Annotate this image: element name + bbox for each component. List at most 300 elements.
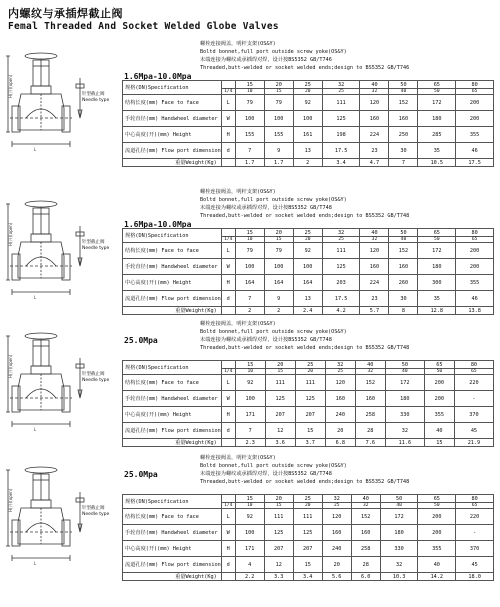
table-cell: 20 [322,557,351,573]
dim-h-label: H(开)(open) [8,74,13,98]
table-cell: 207 [264,541,293,557]
table-cell: 5.7 [360,307,389,315]
table-cell: 100 [235,391,265,407]
row-label-spec: 规格(DN)Specification [123,361,222,375]
row-label: 结构长度(mm) Face to face [123,509,222,525]
note-line: 螺栓连接阀盖，明杆支架(OS&Y) [200,41,276,47]
table-cell: 240 [325,407,355,423]
note-line: Threaded,butt-welded or socket welded ends;design to BS5352 GB/T748 [200,345,410,351]
table-cell: 7 [389,159,418,167]
table-cell: 3.7 [295,439,325,447]
table-cell: 180 [418,259,456,275]
table-cell: 161 [293,127,322,143]
dn-header [221,361,235,369]
row-symbol: L [221,375,235,391]
np-cell: 40 [389,89,418,95]
row-label: 流道孔径(mm) Flow port dimension [123,423,222,439]
np-cell: 25 [322,503,351,509]
page-title-cn: 内螺纹与承插焊截止阀 [8,7,123,20]
valve-drawing [6,48,116,178]
drawing-caption-en: Needle type [82,512,110,517]
row-label-spec: 规格(DN)Specification [123,81,222,95]
dn-cell: 50 [380,495,418,503]
table-cell: 355 [456,127,494,143]
dn-cell: 80 [454,361,493,369]
table-cell: 28 [351,557,380,573]
row-symbol: H [221,407,235,423]
table-cell: 10.3 [380,573,418,581]
valve-drawing [6,462,116,592]
dn-cell: 32 [322,495,351,503]
table-cell: 2.2 [235,573,264,581]
table-cell: 12 [264,557,293,573]
svg-text:L: L [34,147,37,152]
table-cell: 2.4 [293,307,322,315]
table-cell: 111 [264,509,293,525]
table-cell: 4.2 [322,307,360,315]
table-cell: 15 [424,439,454,447]
valve-drawing [6,196,116,326]
row-label: 结构长度(mm) Face to face [123,375,222,391]
table-cell: 11.6 [385,439,424,447]
page-title-en: Femal Threaded And Socket Welded Globe Valves [8,21,279,32]
dn-cell: 50 [389,81,418,89]
table-cell: 160 [351,525,380,541]
row-label: 中心高度(开)(mm) Height [123,407,222,423]
table-cell: - [456,525,494,541]
note-line: 螺栓连接阀盖，明杆支架(OS&Y) [200,189,276,195]
note-line: Threaded,butt-welded or socket welded ends;design to BS5352 GB/T748 [200,479,410,485]
row-symbol: L [221,95,235,111]
pressure-rating: 25.0Mpa [124,336,158,345]
table-cell: 180 [380,525,418,541]
dn-cell: 80 [456,229,494,237]
section-notes [200,188,409,220]
np-cell: 1/4 [221,503,235,509]
row-label: 中心高度(开)(mm) Height [123,127,222,143]
table-cell: 2 [235,307,264,315]
dn-cell: 15 [235,361,265,369]
table-cell: 92 [293,243,322,259]
table-cell: 200 [418,509,456,525]
note-line: 螺栓连接阀盖，明杆支架(OS&Y) [200,321,276,327]
table-cell: 152 [389,95,418,111]
np-cell: 50 [424,369,454,375]
note-line: 末端连接为螺纹或承插焊对焊，设计按BS5352 GB/T748 [200,205,332,211]
np-cell: 32 [351,503,380,509]
table-cell: 12.8 [418,307,456,315]
table-cell: 370 [456,541,494,557]
table-cell: 35 [418,143,456,159]
table-cell: 92 [293,95,322,111]
table-cell: 198 [322,127,360,143]
note-line: Boltd bonnet,full port outside screw yoke(OS&Y) [200,197,347,203]
table-cell: 164 [235,275,264,291]
table-cell: 355 [424,407,454,423]
np-cell: 32 [360,89,389,95]
drawing-caption-en: Needle type [82,246,110,251]
table-cell: 12 [265,423,295,439]
table-cell: 2 [293,159,322,167]
np-cell: 40 [389,237,418,243]
dn-cell: 25 [293,229,322,237]
table-cell: 10.5 [418,159,456,167]
np-cell: 1/4 [221,237,235,243]
table-cell: 30 [389,291,418,307]
table-cell: 9 [264,143,293,159]
dn-cell: 15 [235,495,264,503]
table-cell: 111 [295,375,325,391]
table-cell: 172 [380,509,418,525]
table-cell: 203 [322,275,360,291]
dn-cell: 65 [418,81,456,89]
table-cell: 100 [235,111,264,127]
table-cell: 40 [418,557,456,573]
table-cell: 92 [235,375,265,391]
np-cell: 10 [235,369,265,375]
table-cell: 285 [418,127,456,143]
row-label: 流道孔径(mm) Flow port dimension [123,291,222,307]
table-cell: 20 [325,423,355,439]
table-cell: 171 [235,541,264,557]
row-symbol: d [221,423,235,439]
note-line: Boltd bonnet,full port outside screw yoke(OS&Y) [200,463,347,469]
np-cell: 65 [456,89,494,95]
table-cell: 125 [264,525,293,541]
table-cell: 155 [235,127,264,143]
table-cell: 32 [380,557,418,573]
table-cell: 200 [424,375,454,391]
table-cell: 258 [355,407,385,423]
section-notes [200,454,409,486]
table-cell: 330 [385,407,424,423]
table-cell: 45 [454,423,493,439]
np-cell: 15 [264,237,293,243]
np-cell: 15 [265,369,295,375]
table-cell: 23 [360,291,389,307]
table-cell: 152 [389,243,418,259]
table-cell: 125 [295,391,325,407]
table-cell: 120 [360,243,389,259]
table-cell: 120 [325,375,355,391]
row-symbol: W [221,259,235,275]
drawing-caption-en: Needle type [82,98,110,103]
row-symbol: d [221,143,235,159]
table-cell: 6.8 [325,439,355,447]
table-cell: 207 [295,407,325,423]
table-cell: 200 [456,95,494,111]
table-cell: 220 [456,509,494,525]
dn-cell: 40 [360,81,389,89]
table-cell: 111 [322,243,360,259]
dn-header [221,81,235,89]
dn-cell: 40 [351,495,380,503]
table-cell: 224 [360,127,389,143]
table-cell: 15 [295,423,325,439]
table-cell: 13.8 [456,307,494,315]
note-line: Boltd bonnet,full port outside screw yoke(OS&Y) [200,329,347,335]
table-cell: 200 [456,259,494,275]
table-cell: 1.7 [264,159,293,167]
dn-cell: 40 [355,361,385,369]
table-cell: 164 [264,275,293,291]
table-cell: 250 [389,127,418,143]
table-cell: 8 [389,307,418,315]
table-cell: 79 [264,95,293,111]
table-cell: 111 [322,95,360,111]
table-cell: 172 [418,243,456,259]
table-cell: 120 [360,95,389,111]
dn-cell: 20 [264,81,293,89]
table-cell: 100 [264,259,293,275]
row-label: 重量Weight(Kg) [123,573,222,581]
np-cell: 15 [264,89,293,95]
note-line: 末端连接为螺纹或承插焊对焊，设计按BS5352 GB/T746 [200,57,332,63]
table-cell: 46 [456,143,494,159]
table-cell: 160 [360,259,389,275]
row-symbol: H [221,127,235,143]
table-cell: 35 [418,291,456,307]
dn-cell: 15 [235,229,264,237]
table-cell: 7 [235,143,264,159]
np-cell: 25 [322,89,360,95]
row-label: 中心高度(开)(mm) Height [123,275,222,291]
table-cell: 3.3 [264,573,293,581]
np-cell: 20 [293,237,322,243]
row-symbol: L [221,243,235,259]
table-cell: 100 [264,111,293,127]
np-cell: 65 [454,369,493,375]
table-cell: 258 [351,541,380,557]
table-cell: 100 [293,259,322,275]
table-cell: 13 [293,291,322,307]
table-cell: 125 [265,391,295,407]
table-cell: 3.4 [293,573,322,581]
dn-header [221,229,235,237]
np-cell: 32 [360,237,389,243]
row-symbol: d [221,291,235,307]
table-cell: 125 [322,259,360,275]
table-cell: 100 [293,111,322,127]
table-cell: 17.5 [322,291,360,307]
table-cell: 200 [424,391,454,407]
note-line: Boltd bonnet,full port outside screw yoke(OS&Y) [200,49,347,55]
dn-cell: 25 [295,361,325,369]
spec-table [122,80,494,167]
np-cell: 50 [418,503,456,509]
dn-cell: 65 [418,229,456,237]
np-cell: 40 [380,503,418,509]
table-cell: 355 [456,275,494,291]
spec-table [122,494,494,581]
dn-cell: 50 [389,229,418,237]
dn-cell: 25 [293,495,322,503]
section-notes [200,320,409,352]
dn-cell: 65 [418,495,456,503]
table-cell: 207 [293,541,322,557]
dn-cell: 80 [456,81,494,89]
dn-cell: 25 [293,81,322,89]
np-cell: 20 [293,503,322,509]
table-cell: 370 [454,407,493,423]
valve-drawing-icon [6,196,116,326]
table-cell: 45 [456,557,494,573]
dim-h-label: H(开)(open) [8,222,13,246]
np-cell: 10 [235,237,264,243]
np-cell: 65 [456,503,494,509]
table-cell: 1.7 [235,159,264,167]
spec-table [122,228,494,315]
dn-cell: 32 [322,229,360,237]
table-cell: 152 [355,375,385,391]
table-cell: 15 [293,557,322,573]
table-cell: 92 [235,509,264,525]
table-cell: 171 [235,407,265,423]
table-cell: 13 [293,143,322,159]
table-cell: 3.6 [265,439,295,447]
dim-h-label: H(开)(open) [8,488,13,512]
row-symbol: L [221,509,235,525]
dn-cell: 15 [235,81,264,89]
drawing-caption-cn: 针型截止阀 [82,240,105,245]
table-cell: 240 [322,541,351,557]
row-label: 手轮直径(mm) Handwheel diameter [123,391,222,407]
table-cell: 111 [265,375,295,391]
np-cell: 1/4 [221,89,235,95]
note-line: Threaded,butt-welded or socket welded ends;design to BS5352 GB/T748 [200,213,410,219]
table-cell: 160 [389,259,418,275]
table-cell: 172 [418,95,456,111]
row-symbol [221,307,235,315]
dn-cell: 80 [456,495,494,503]
row-symbol: H [221,275,235,291]
note-line: 螺栓连接阀盖，明杆支架(OS&Y) [200,455,276,461]
table-cell: 100 [235,259,264,275]
dim-h-label: H(开)(open) [8,354,13,378]
table-cell: 220 [454,375,493,391]
np-cell: 25 [322,237,360,243]
table-cell: 30 [389,143,418,159]
table-cell: 40 [424,423,454,439]
table-cell: 17.5 [322,143,360,159]
section-notes [200,40,409,72]
row-label: 重量Weight(Kg) [123,439,222,447]
table-cell: 18.0 [456,573,494,581]
row-symbol: W [221,391,235,407]
row-label: 手轮直径(mm) Handwheel diameter [123,111,222,127]
np-cell: 10 [235,503,264,509]
svg-text:L: L [34,561,37,566]
table-cell: 300 [418,275,456,291]
table-cell: 160 [389,111,418,127]
table-cell: 164 [293,275,322,291]
table-cell: 28 [355,423,385,439]
table-cell: 200 [418,525,456,541]
table-cell: 160 [360,111,389,127]
row-label: 手轮直径(mm) Handwheel diameter [123,259,222,275]
note-line: Threaded,butt-welded or socket welded ends;design to BS5352 GB/T746 [200,65,410,71]
table-cell: 7 [235,291,264,307]
np-cell: 20 [293,89,322,95]
row-symbol: W [221,525,235,541]
row-symbol: d [221,557,235,573]
dn-cell: 32 [325,361,355,369]
table-cell: 155 [264,127,293,143]
table-cell: 207 [265,407,295,423]
np-cell: 32 [355,369,385,375]
dn-cell: 65 [424,361,454,369]
svg-text:L: L [34,295,37,300]
table-cell: 260 [389,275,418,291]
np-cell: 50 [418,89,456,95]
drawing-caption-en: Needle type [82,378,110,383]
row-label-spec: 规格(DN)Specification [123,495,222,509]
table-cell: 200 [456,243,494,259]
table-cell: 79 [235,95,264,111]
table-cell: 79 [264,243,293,259]
table-cell: 180 [418,111,456,127]
table-cell: 224 [360,275,389,291]
pressure-rating: 1.6Mpa-10.0Mpa [124,220,192,229]
table-cell: 100 [235,525,264,541]
row-label: 流道孔径(mm) Flow port dimension [123,557,222,573]
table-cell: 6.0 [351,573,380,581]
table-cell: 21.9 [454,439,493,447]
drawing-caption-cn: 针型截止阀 [82,506,105,511]
valve-drawing-icon [6,462,116,592]
note-line: 末端连接为螺纹或承插焊对焊，设计按BS5352 GB/T748 [200,337,332,343]
table-cell: 32 [385,423,424,439]
table-cell: 46 [456,291,494,307]
table-cell: 200 [456,111,494,127]
table-cell: 9 [264,291,293,307]
dn-cell: 32 [322,81,360,89]
table-cell: 180 [385,391,424,407]
valve-drawing [6,328,116,458]
table-cell: 17.5 [456,159,494,167]
np-cell: 65 [456,237,494,243]
row-symbol [221,159,235,167]
table-cell: 160 [322,525,351,541]
row-label: 手轮直径(mm) Handwheel diameter [123,525,222,541]
np-cell: 25 [325,369,355,375]
table-cell: 5.6 [322,573,351,581]
row-symbol [221,439,235,447]
table-cell: 7 [235,423,265,439]
row-symbol: H [221,541,235,557]
table-cell: 23 [360,143,389,159]
drawing-caption-cn: 针型截止阀 [82,92,105,97]
row-label: 结构长度(mm) Face to face [123,243,222,259]
pressure-rating: 1.6Mpa-10.0Mpa [124,72,192,81]
np-cell: 10 [235,89,264,95]
dn-cell: 40 [360,229,389,237]
svg-text:L: L [34,427,37,432]
table-cell: 3.4 [322,159,360,167]
spec-table [122,360,494,447]
table-cell: 111 [293,509,322,525]
row-label: 中心高度(开)(mm) Height [123,541,222,557]
np-cell: 15 [264,503,293,509]
dn-cell: 20 [265,361,295,369]
valve-drawing-icon [6,48,116,178]
row-symbol: W [221,111,235,127]
row-label-spec: 规格(DN)Specification [123,229,222,243]
dn-header [221,495,235,503]
row-label: 流道孔径(mm) Flow port dimension [123,143,222,159]
table-cell: 330 [380,541,418,557]
table-cell: - [454,391,493,407]
